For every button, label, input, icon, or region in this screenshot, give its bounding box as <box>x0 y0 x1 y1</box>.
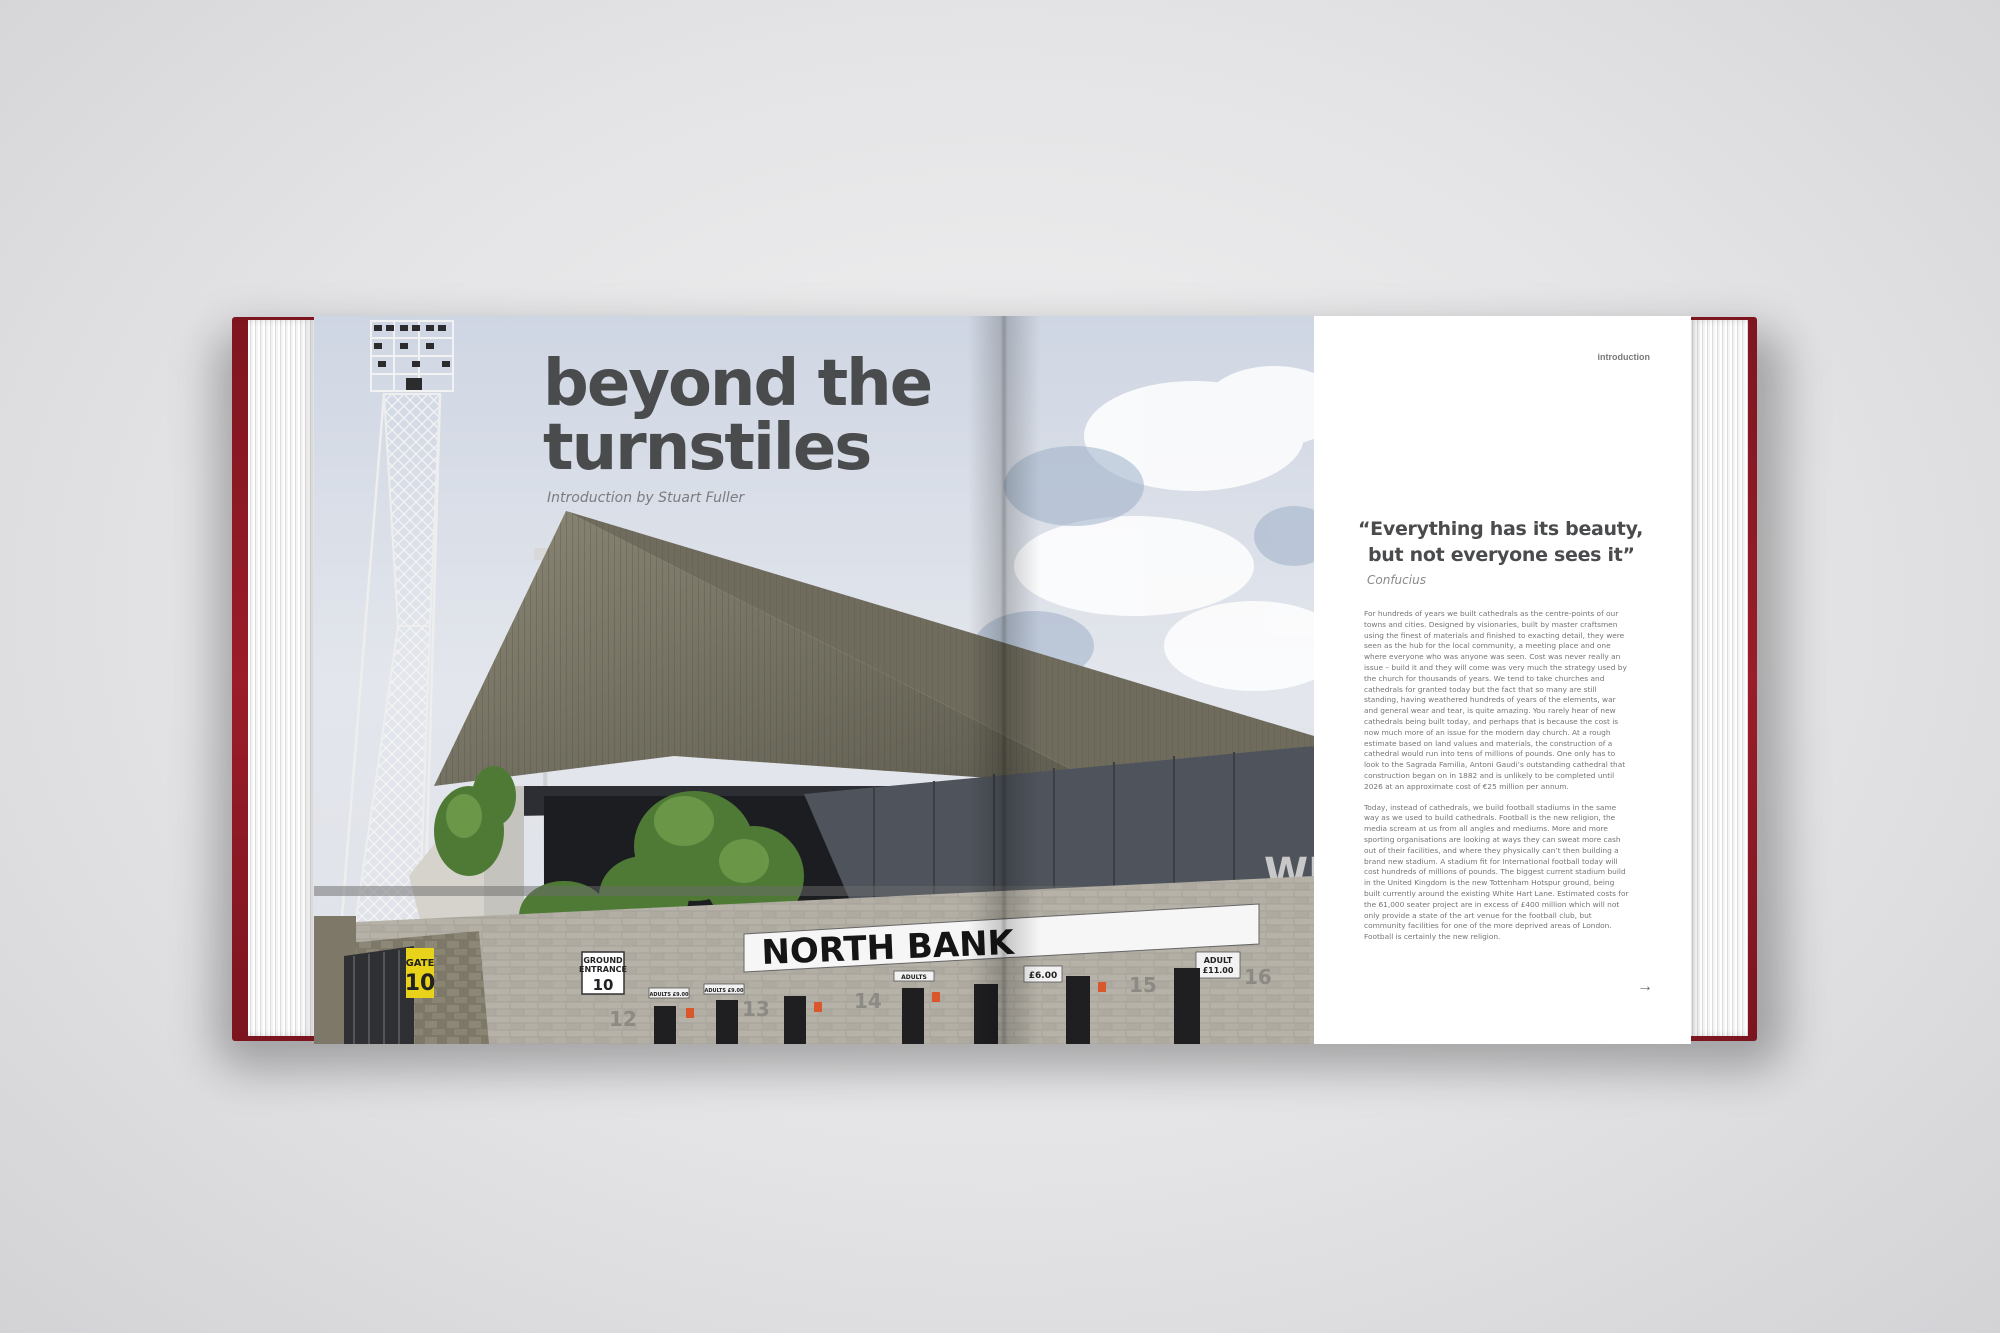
quote <box>1358 516 1658 568</box>
quote-line-1: “Everything has its beauty, <box>1358 518 1644 540</box>
text-column <box>1314 316 1691 1044</box>
right-page <box>1004 316 1691 1044</box>
next-arrow-icon: → <box>1637 978 1653 995</box>
section-label: introduction <box>1597 352 1650 362</box>
subtitle: Introduction by Stuart Fuller <box>547 490 745 506</box>
stadium-photo-right <box>1004 316 1314 1044</box>
page-title <box>543 347 932 485</box>
title-line-2: turnstiles <box>543 411 871 485</box>
quote-author: Confucius <box>1367 573 1426 587</box>
title-line-1: beyond the <box>543 347 932 421</box>
body-text <box>1364 609 1630 953</box>
body-paragraph-2: Today, instead of cathedrals, we build football stadiums in the same way as we used to build cathedrals. Football is the new religion, the media scream at us from all angles and mediums. More and more sporting organisations are looking at ways they can sweat more cash out of their facilities, and where they physically can’t then building a brand new stadium. A stadium fit for International football today will cost hundreds of millions of pounds. The biggest current stadium build in the United Kingdom is the new Tottenham Hotspur ground, being built currently around the existing White Hart Lane. Estimated costs for the 61,000 seater project are in excess of £400 million which will not only provide a state of the art venue for the football club, but community facilities for one of the more deprived areas of London. Football is certainly the new religion. <box>1364 802 1629 942</box>
page-edges-right <box>1690 320 1748 1036</box>
body-paragraph-1: For hundreds of years we built cathedrals as the centre-points of our towns and cities. Designed by visionaries, built by master craftsmen using the finest of materials and finished to exacting detail, they were seen as the hub for the local community, a meeting place and one where everyone who was anyone was seen. Cost was never really an issue – build it and they will come was very much the strategy used by the church for thousands of years. We tend to take churches and cathedrals for granted today but the fact that so many are still standing, having weathered hundreds of years of the elements, war and general wear and tear, is quite amazing. You rarely hear of new cathedrals being built today, and perhaps that is because the cost is now much more of an issue for the modern day church. At a rough estimate based on land values and materials, the construction of a cathedral would run into tens of millions of pounds. One only has to look to the Sagrada Familia, Antoni Gaudi’s outstanding cathedral that construction began on in 1882 and is unlikely to be completed until 2026 at an approximate cost of €25 million per annum. <box>1364 609 1627 791</box>
page-edges-left <box>248 320 314 1036</box>
quote-line-2: but not everyone sees it” <box>1368 544 1635 566</box>
